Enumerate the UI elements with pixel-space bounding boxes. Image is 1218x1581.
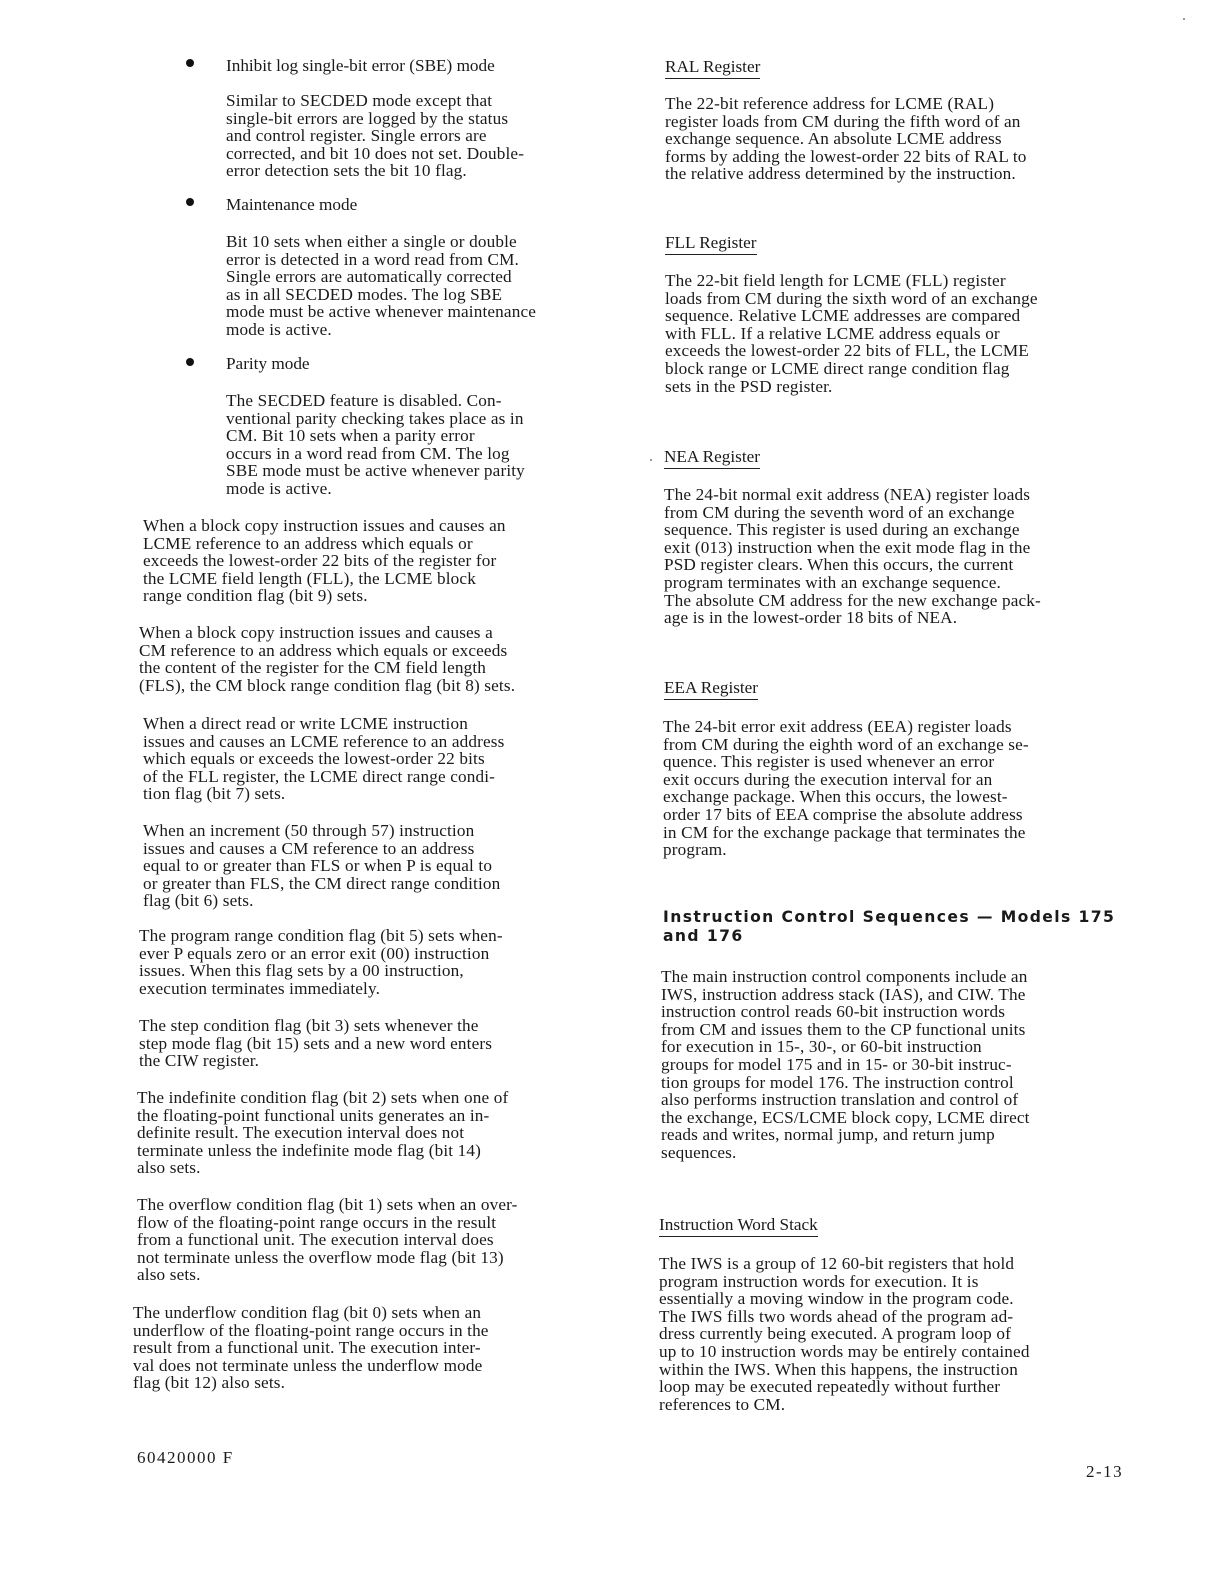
text-line: The 22-bit reference address for LCME (RAL) xyxy=(665,94,995,113)
text-line: the relative address determined by the instruction. xyxy=(665,164,1016,184)
section-body xyxy=(659,1255,1030,1413)
text-line: exchange package. When this occurs, the lowest- xyxy=(663,787,1008,807)
text-line: the exchange, ECS/LCME block copy, LCME direct xyxy=(661,1107,1030,1127)
text-line: ever P equals zero or an error exit (00) instruction xyxy=(139,943,490,963)
text-line: reads and writes, normal jump, and return jump xyxy=(661,1125,995,1145)
text-line: sequences. xyxy=(661,1142,737,1162)
text-line: and control register. Single errors are xyxy=(226,126,487,146)
paragraph xyxy=(137,1089,508,1177)
text-line: The IWS is a group of 12 60-bit registers that hold xyxy=(659,1254,1015,1273)
section-body xyxy=(665,272,1038,395)
bullet-icon xyxy=(186,358,194,366)
text-line: quence. This register is used whenever an error xyxy=(663,752,995,772)
text-line: single-bit errors are logged by the status xyxy=(226,108,509,128)
text-line: CM reference to an address which equals or exceeds xyxy=(139,640,508,660)
text-line: program terminates with an exchange sequence. xyxy=(664,572,1001,592)
section-heading: NEA Register xyxy=(664,448,760,469)
text-line: program instruction words for execution. It is xyxy=(659,1271,979,1291)
text-line: The IWS fills two words ahead of the program ad- xyxy=(659,1306,1014,1326)
text-line: val does not terminate unless the underflow mode xyxy=(133,1355,483,1375)
text-line: CM. Bit 10 sets when a parity error xyxy=(226,426,475,446)
text-line: from a functional unit. The execution interval does xyxy=(137,1230,494,1250)
text-line: (FLS), the CM block range condition flag (bit 8) sets. xyxy=(139,675,516,695)
text-line: step mode flag (bit 15) sets and a new word enters xyxy=(139,1033,493,1053)
text-line: The underflow condition flag (bit 0) sets when an xyxy=(133,1303,482,1322)
text-line: underflow of the floating-point range occurs in the xyxy=(133,1320,489,1340)
text-line: forms by adding the lowest-order 22 bits of RAL to xyxy=(665,146,1027,166)
text-line: also sets. xyxy=(137,1265,201,1285)
text-line: flag (bit 12) also sets. xyxy=(133,1373,286,1393)
document-number: 60420000 F xyxy=(137,1448,234,1467)
text-line: loads from CM during the sixth word of an exchange xyxy=(665,288,1038,308)
text-line: mode is active. xyxy=(226,478,332,498)
text-line: mode is active. xyxy=(226,319,332,339)
text-line: terminate unless the indefinite mode flag (bit 14) xyxy=(137,1140,481,1160)
text-line: for execution in 15-, 30-, or 60-bit instruction xyxy=(661,1037,982,1057)
text-line: ventional parity checking takes place as in xyxy=(226,408,524,428)
major-heading-line: and 176 xyxy=(663,927,744,945)
text-line: sequence. This register is used during an exchange xyxy=(664,520,1020,540)
text-line: which equals or exceeds the lowest-order 22 bits xyxy=(143,749,485,769)
text-line: instruction control reads 60-bit instruction words xyxy=(661,1002,1006,1022)
text-line: loop may be executed repeatedly without further xyxy=(659,1377,1001,1397)
text-line: groups for model 175 and in 15- or 30-bit instruc- xyxy=(661,1054,1012,1074)
text-line: Similar to SECDED mode except that xyxy=(226,91,493,110)
text-line: The overflow condition flag (bit 1) sets when an over- xyxy=(137,1195,518,1214)
text-line: from CM during the eighth word of an exchange se- xyxy=(663,734,1029,754)
text-line: the CIW register. xyxy=(139,1051,260,1071)
text-line: exceeds the lowest-order 22 bits of FLL, the LCME xyxy=(665,341,1029,361)
text-line: mode must be active whenever maintenance xyxy=(226,302,536,322)
text-line: The 24-bit normal exit address (NEA) register loads xyxy=(664,485,1031,504)
text-line: up to 10 instruction words may be entirely contained xyxy=(659,1341,1030,1361)
text-line: range condition flag (bit 9) sets. xyxy=(143,586,368,606)
text-line: equal to or greater than FLS or when P is equal to xyxy=(143,856,493,876)
text-line: Bit 10 sets when either a single or double xyxy=(226,232,517,251)
paragraph xyxy=(143,715,504,803)
bullet-icon xyxy=(186,59,194,67)
text-line: tion groups for model 176. The instruction control xyxy=(661,1072,1014,1092)
page-number: 2-13 xyxy=(1086,1462,1124,1481)
text-line: PSD register clears. When this occurs, the current xyxy=(664,555,1014,575)
major-paragraph xyxy=(661,968,1030,1162)
text-line: issues and causes an LCME reference to an address xyxy=(143,731,505,751)
text-line: flow of the floating-point range occurs in the result xyxy=(137,1212,497,1232)
text-line: of the FLL register, the LCME direct range condi- xyxy=(143,766,496,786)
text-line: occurs in a word read from CM. The log xyxy=(226,443,510,463)
text-line: within the IWS. When this happens, the instruction xyxy=(659,1359,1018,1379)
text-line: Single errors are automatically corrected xyxy=(226,267,512,287)
bullet-title: Maintenance mode xyxy=(226,195,358,214)
text-line: corrected, and bit 10 does not set. Double- xyxy=(226,143,525,163)
text-line: in CM for the exchange package that terminates the xyxy=(663,822,1026,842)
text-line: tion flag (bit 7) sets. xyxy=(143,784,286,804)
text-line: error is detected in a word read from CM. xyxy=(226,249,519,269)
text-line: The indefinite condition flag (bit 2) sets when one of xyxy=(137,1088,509,1107)
paragraph xyxy=(139,624,515,694)
paragraph xyxy=(139,1017,492,1070)
section-body xyxy=(663,718,1029,859)
text-line: When a block copy instruction issues and causes a xyxy=(139,623,493,642)
text-line: When a block copy instruction issues and causes an xyxy=(143,516,506,535)
text-line: When an increment (50 through 57) instruction xyxy=(143,821,475,840)
section-heading: FLL Register xyxy=(665,234,757,255)
paragraph xyxy=(139,927,503,997)
text-line: age is in the lowest-order 18 bits of NEA. xyxy=(664,608,958,628)
text-line: error detection sets the bit 10 flag. xyxy=(226,161,467,181)
paragraph xyxy=(143,517,506,605)
text-line: The main instruction control components include an xyxy=(661,967,1028,986)
major-heading xyxy=(663,908,1115,946)
text-line: The 24-bit error exit address (EEA) register loads xyxy=(663,717,1012,736)
paragraph xyxy=(137,1196,518,1284)
text-line: register loads from CM during the fifth word of an xyxy=(665,111,1021,131)
text-line: The absolute CM address for the new exchange pack- xyxy=(664,590,1041,610)
text-line: not terminate unless the overflow mode flag (bit 13) xyxy=(137,1247,504,1267)
text-line: as in all SECDED modes. The log SBE xyxy=(226,284,503,304)
text-line: result from a functional unit. The execution inter- xyxy=(133,1338,481,1358)
scan-speck xyxy=(1183,18,1185,20)
section-heading: Instruction Word Stack xyxy=(659,1216,818,1237)
text-line: The 22-bit field length for LCME (FLL) register xyxy=(665,271,1006,290)
text-line: references to CM. xyxy=(659,1394,786,1414)
text-line: from CM during the seventh word of an exchange xyxy=(664,502,1015,522)
text-line: the content of the register for the CM field length xyxy=(139,658,487,678)
text-line: exchange sequence. An absolute LCME address xyxy=(665,129,1002,149)
paragraph xyxy=(143,822,500,910)
text-line: issues and causes a CM reference to an address xyxy=(143,838,475,858)
text-line: exit (013) instruction when the exit mode flag in the xyxy=(664,537,1031,557)
paragraph xyxy=(133,1304,489,1392)
text-line: the floating-point functional units generates an in- xyxy=(137,1105,490,1125)
text-line: with FLL. If a relative LCME address equals or xyxy=(665,323,1000,343)
text-line: LCME reference to an address which equals or xyxy=(143,533,473,553)
text-line: block range or LCME direct range condition flag xyxy=(665,358,1010,378)
text-line: When a direct read or write LCME instruction xyxy=(143,714,468,733)
text-line: SBE mode must be active whenever parity xyxy=(226,461,525,481)
bullet-body xyxy=(226,233,536,339)
text-line: program. xyxy=(663,840,727,860)
bullet-title: Parity mode xyxy=(226,354,310,373)
text-line: sets in the PSD register. xyxy=(665,376,833,396)
text-line: order 17 bits of EEA comprise the absolute address xyxy=(663,804,1023,824)
text-line: the LCME field length (FLL), the LCME block xyxy=(143,568,476,588)
bullet-body xyxy=(226,92,524,180)
text-line: essentially a moving window in the program code. xyxy=(659,1289,1014,1309)
text-line: also sets. xyxy=(137,1158,201,1178)
text-line: exceeds the lowest-order 22 bits of the register for xyxy=(143,551,497,571)
text-line: dress currently being executed. A program loop of xyxy=(659,1324,1011,1344)
major-heading-line: Instruction Control Sequences — Models 175 xyxy=(663,908,1116,926)
section-body xyxy=(665,95,1027,183)
text-line: flag (bit 6) sets. xyxy=(143,891,254,911)
section-heading: RAL Register xyxy=(665,58,760,79)
scan-speck xyxy=(650,459,652,461)
text-line: also performs instruction translation and control of xyxy=(661,1090,1019,1110)
section-heading: EEA Register xyxy=(664,679,758,700)
text-line: The program range condition flag (bit 5) sets when- xyxy=(139,926,503,945)
text-line: issues. When this flag sets by a 00 instruction, xyxy=(139,961,464,981)
bullet-icon xyxy=(186,198,194,206)
text-line: sequence. Relative LCME addresses are compared xyxy=(665,306,1021,326)
text-line: definite result. The execution interval does not xyxy=(137,1123,465,1143)
text-line: The step condition flag (bit 3) sets whenever the xyxy=(139,1016,479,1035)
text-line: or greater than FLS, the CM direct range condition xyxy=(143,873,501,893)
text-line: exit occurs during the execution interval for an xyxy=(663,769,993,789)
text-line: The SECDED feature is disabled. Con- xyxy=(226,391,502,410)
text-line: from CM and issues them to the CP functional units xyxy=(661,1019,1026,1039)
bullet-title: Inhibit log single-bit error (SBE) mode xyxy=(226,56,495,75)
text-line: IWS, instruction address stack (IAS), and CIW. The xyxy=(661,984,1026,1004)
text-line: execution terminates immediately. xyxy=(139,978,381,998)
bullet-body xyxy=(226,392,525,498)
section-body xyxy=(664,486,1041,627)
